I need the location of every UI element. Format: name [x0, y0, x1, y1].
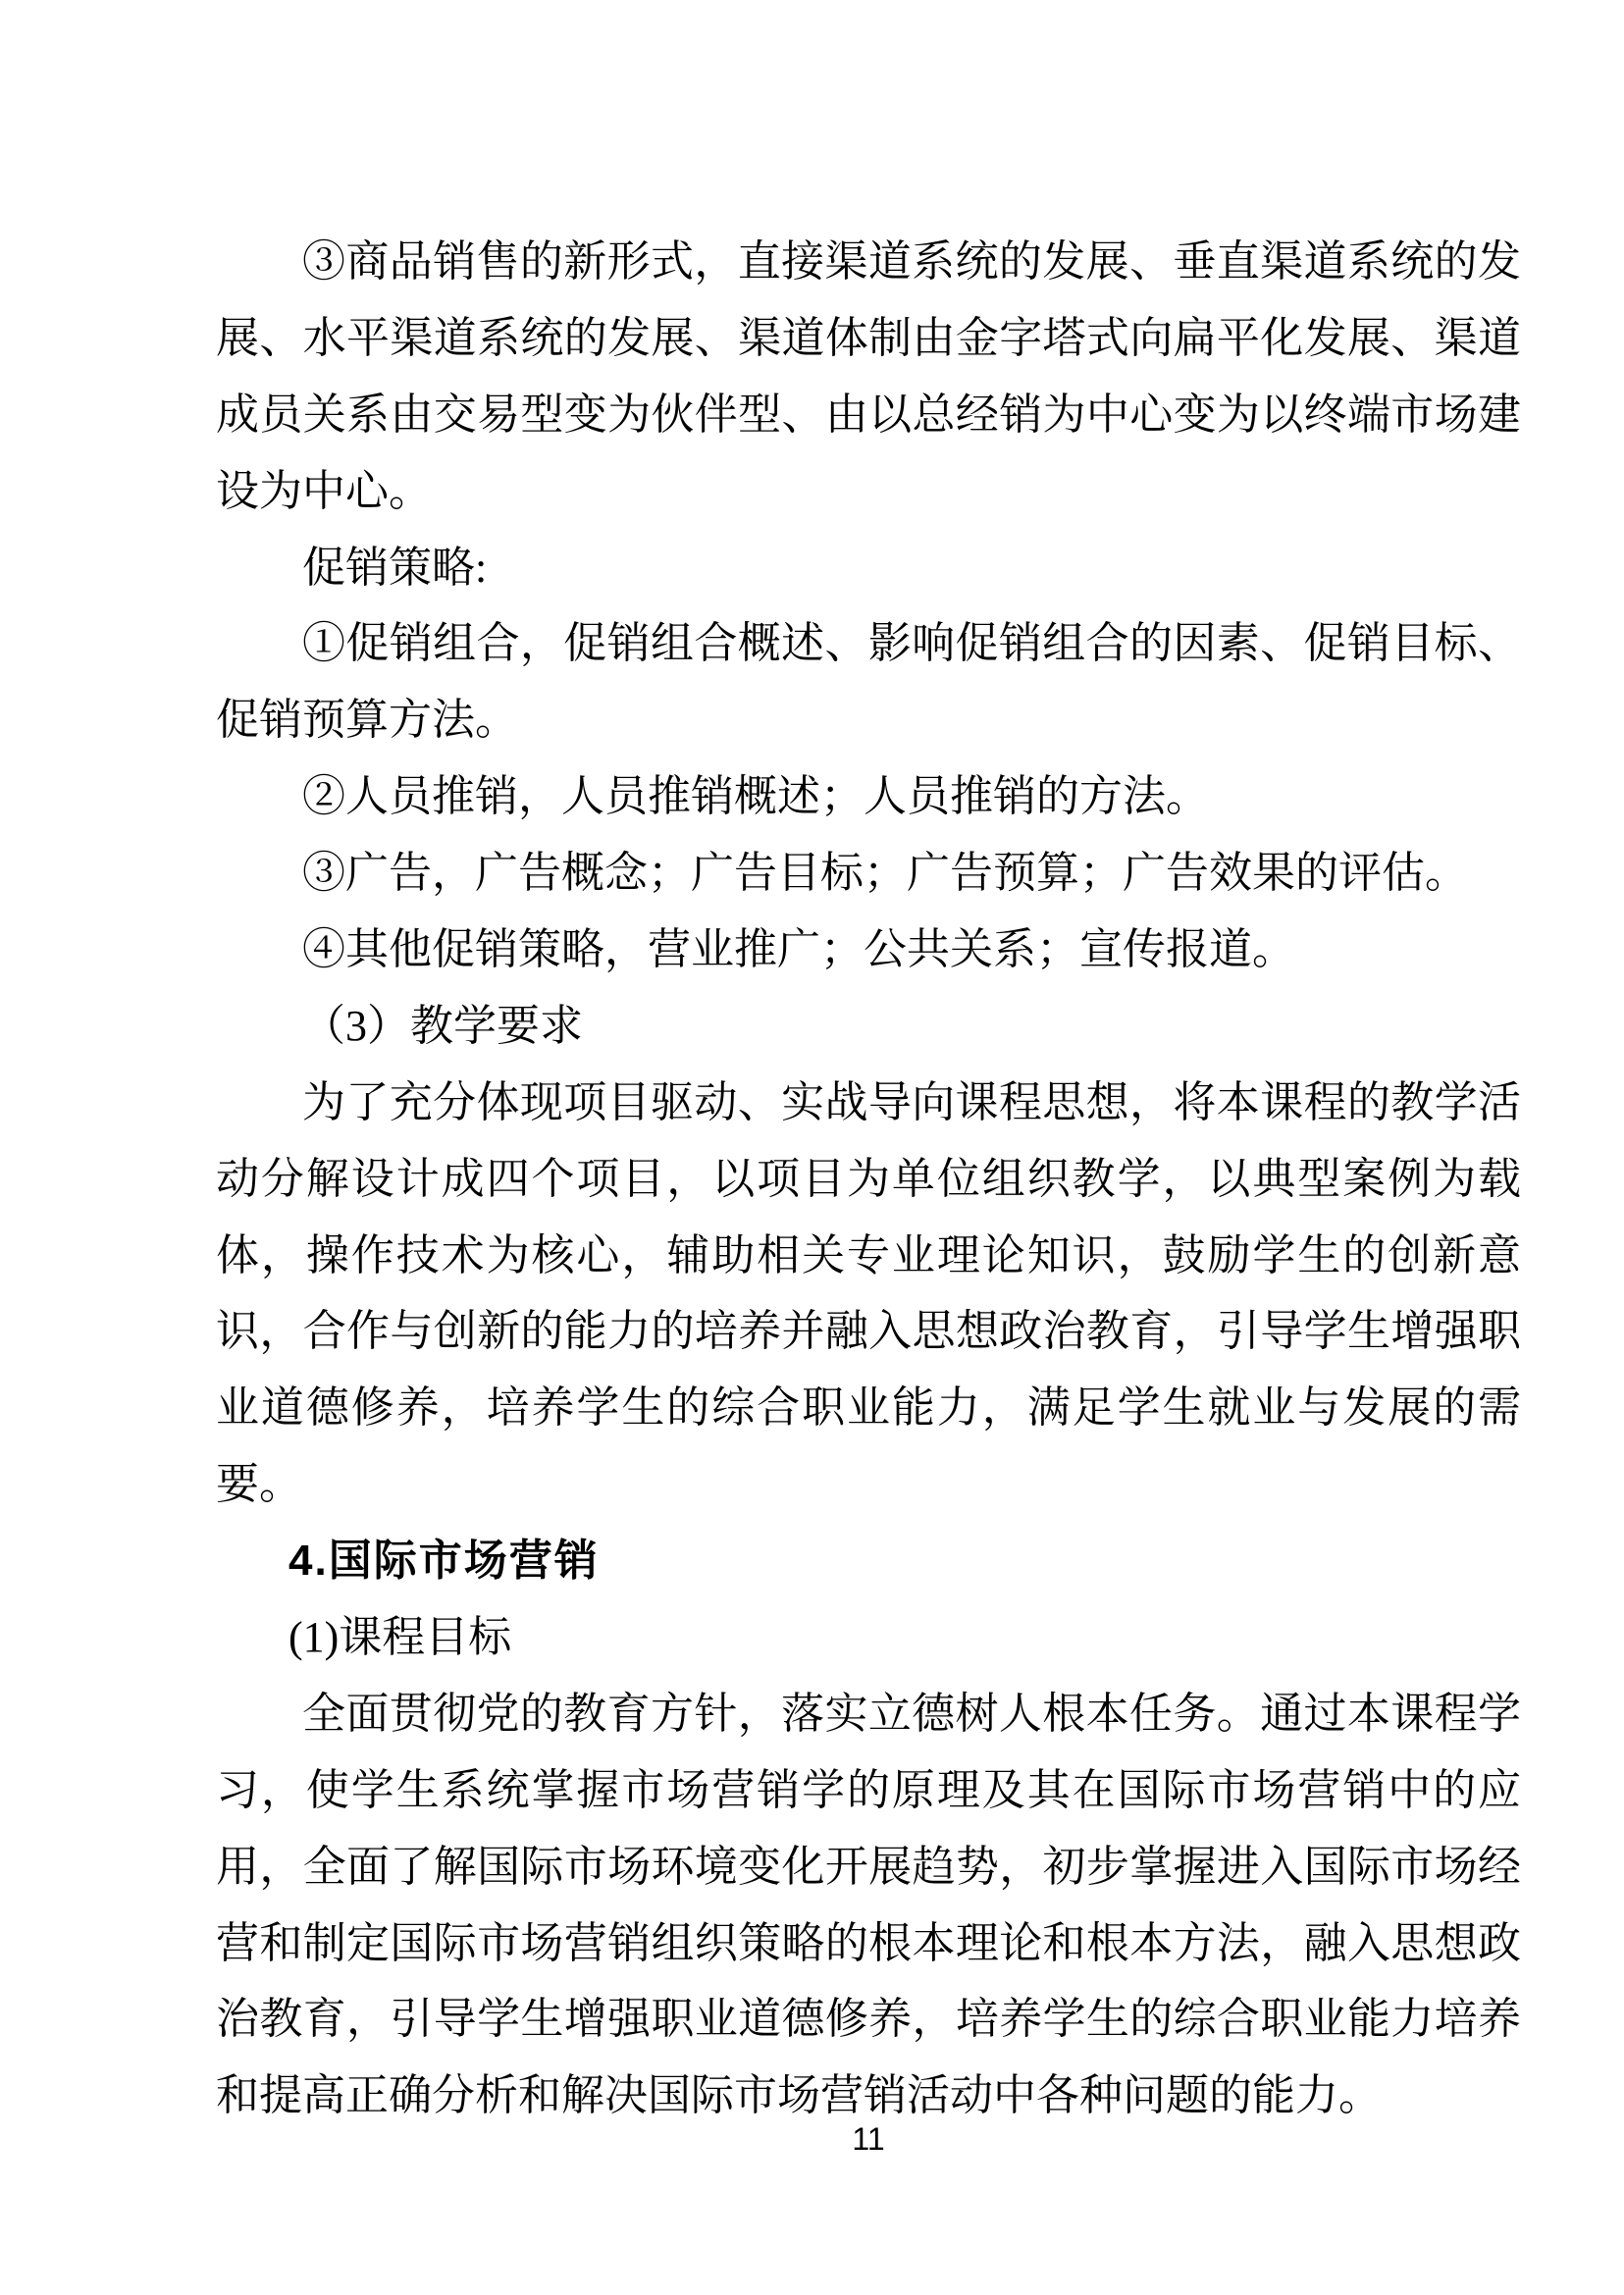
text-line: 设为中心。	[216, 466, 432, 515]
text-line: ②人员推销，人员推销概述；人员推销的方法。	[302, 772, 1209, 821]
text-line: ③广告，广告概念；广告目标；广告预算；广告效果的评估。	[302, 849, 1468, 898]
text-line: 营和制定国际市场营销组织策略的根本理论和根本方法，融入思想政	[216, 1918, 1521, 1967]
text-line: (1)课程目标	[288, 1613, 512, 1662]
text-line: 业道德修养，培养学生的综合职业能力，满足学生就业与发展的需	[216, 1383, 1521, 1433]
text-line: ④其他促销策略，营业推广；公共关系；宣传报道。	[302, 925, 1295, 974]
text-line: 成员关系由交易型变为伙伴型、由以总经销为中心变为以终端市场建	[216, 390, 1521, 439]
text-line: ①促销组合，促销组合概述、影响促销组合的因素、促销目标、	[302, 619, 1521, 668]
text-block	[216, 224, 1521, 2134]
text-line: 和提高正确分析和解决国际市场营销活动中各种问题的能力。	[216, 2071, 1382, 2120]
text-line: 要。	[216, 1460, 302, 1509]
text-line: 识，合作与创新的能力的培养并融入思想政治教育，引导学生增强职	[216, 1307, 1521, 1356]
text-line: 展、水平渠道系统的发展、渠道体制由金字塔式向扁平化发展、渠道	[216, 313, 1521, 362]
text-line: ③商品销售的新形式，直接渠道系统的发展、垂直渠道系统的发	[302, 237, 1521, 286]
text-line: 动分解设计成四个项目，以项目为单位组织教学，以典型案例为载	[216, 1154, 1521, 1203]
text-line: 习，使学生系统掌握市场营销学的原理及其在国际市场营销中的应	[216, 1765, 1521, 1814]
text-line: 用，全面了解国际市场环境变化开展趋势，初步掌握进入国际市场经	[216, 1842, 1521, 1891]
text-line: 为了充分体现项目驱动、实战导向课程思想，将本课程的教学活	[302, 1077, 1521, 1126]
page-number: 11	[852, 2121, 885, 2157]
text-line: 体，操作技术为核心，辅助相关专业理论知识，鼓励学生的创新意	[216, 1230, 1521, 1279]
text-line: 促销策略:	[302, 543, 488, 592]
text-line: 治教育，引导学生增强职业道德修养，培养学生的综合职业能力培养	[216, 1995, 1521, 2044]
text-line: 全面贯彻党的教育方针，落实立德树人根本任务。通过本课程学	[302, 1689, 1521, 1738]
text-line: （3）教学要求	[302, 1001, 583, 1050]
text-line: 4.国际市场营销	[288, 1537, 600, 1586]
text-line: 促销预算方法。	[216, 696, 518, 745]
